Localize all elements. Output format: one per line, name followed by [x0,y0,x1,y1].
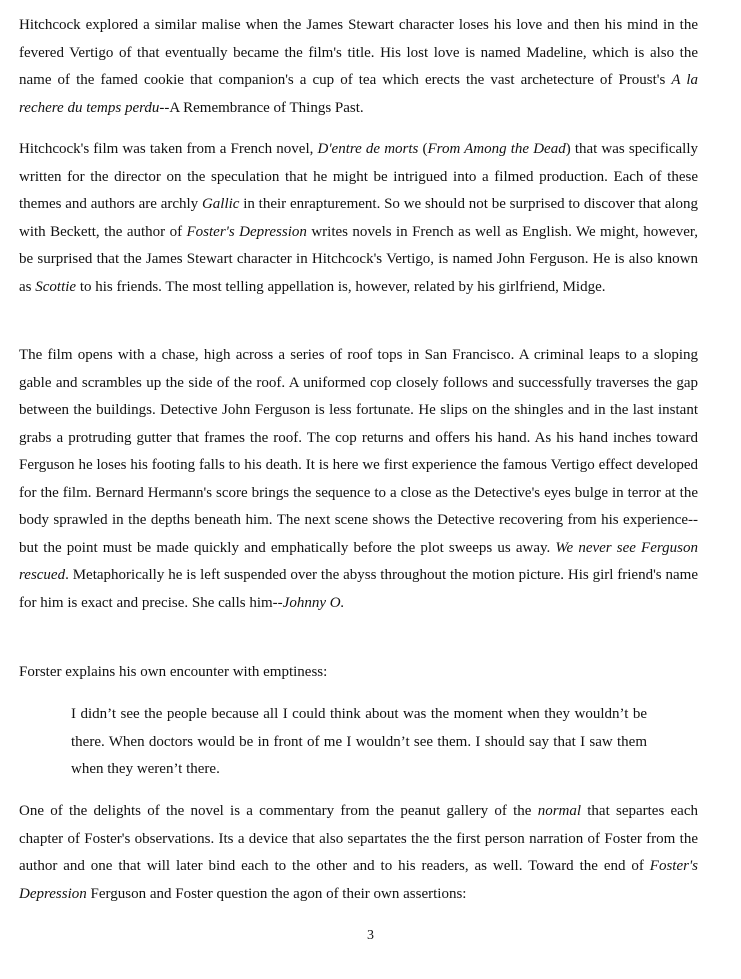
paragraph-4 [19,659,698,687]
emphasis-italic: Gallic [201,196,240,212]
novel-title-italic: D'entre de morts [317,141,419,157]
quote-text: I didn’t see the people because all I could think about was the moment when they wouldn’t be there. When doctors would be in front of me I wouldn’t see them. I should say that I saw them when they weren’t there. [71,706,647,777]
text-run: writes novels in French as well as English. We might, however, be surprised that the James Stewart character in Hitchcock's Vertigo, is named John Ferguson. He is also known as [19,223,698,295]
emphasis-italic: normal [537,803,582,819]
text-run: One of the delights of the novel is a commentary from the peanut gallery of the [19,803,538,819]
translated-title-italic: From Among the Dead [427,141,566,157]
text-run: that separtes each chapter of Foster's observations. Its a device that also separtates the the first person narration of Foster from the author and one that will later bind each to the other and to his readers, as well. Toward the end of [19,803,698,874]
text-run: to his friends. The most telling appellation is, however, related by his girlfriend, Midge. [76,278,606,295]
nickname-italic: Scottie [35,278,77,295]
text-run: --A Remembrance of Things Past. [159,99,364,116]
paragraph-1 [19,12,698,122]
book-title-italic: Foster's Depression [186,223,307,240]
page-number: 3 [367,928,374,943]
text-run: Hitchcock's film was taken from a French novel, [19,141,318,157]
text-run: Hitchcock explored a similar malise when the James Stewart character loses his love and then his mind in the fevered Vertigo of that eventually became the film's title. His lost love is named Madeline, which is also the name of the famed cookie that companion's a cup of tea which erects the vast archetecture of Proust's [19,17,698,88]
text-run: The film opens with a chase, high across a series of roof tops in San Francisco. A criminal leaps to a sloping gable and scrambles up the side of the roof. A uniformed cop closely follows and successfully traverses the gap between the buildings. Detective John Ferguson is less fortunate. He slips on the shingles and in the last instant grabs a protruding gutter that frames the roof. The cop returns and offers his hand. As his hand inches toward Ferguson he loses his footing falls to his death. It is here we first experience the famous Vertigo effect developed for the film. Bernard Hermann's score brings the sequence to a close as the Detective's eyes bulge in terror at the body sprawled in the depths beneath him. The next scene shows the Detective recovering from his experience--but the point must be made quickly and emphatically before the plot sweeps us away. [19,347,698,556]
text-run: Forster explains his own encounter with emptiness: [19,664,328,680]
paragraph-3 [19,342,698,617]
paragraph-5 [19,798,698,908]
text-run: in their enrapturement. So we should not be surprised to discover that along with Beckett, the author of [19,196,699,240]
text-run: Ferguson and Foster question the agon of their own assertions: [86,885,467,902]
text-run: . Metaphorically he is left suspended over the abyss throughout the motion picture. His girl friend's name for him is exact and precise. She calls him-- [19,567,698,611]
nickname-italic: Johnny O. [282,594,345,611]
block-quote [71,701,647,784]
text-run: ( [418,141,428,157]
paragraph-2 [19,136,698,301]
emphasis-italic: We never see Ferguson rescued [19,539,699,583]
book-title-italic: Foster's Depression [19,858,698,902]
book-title-italic: A la rechere du temps perdu [19,72,698,116]
text-run: ) that was specifically written for the director on the speculation that he might be intrigued into a filmed production. Each of these themes and authors are archly [19,141,699,212]
